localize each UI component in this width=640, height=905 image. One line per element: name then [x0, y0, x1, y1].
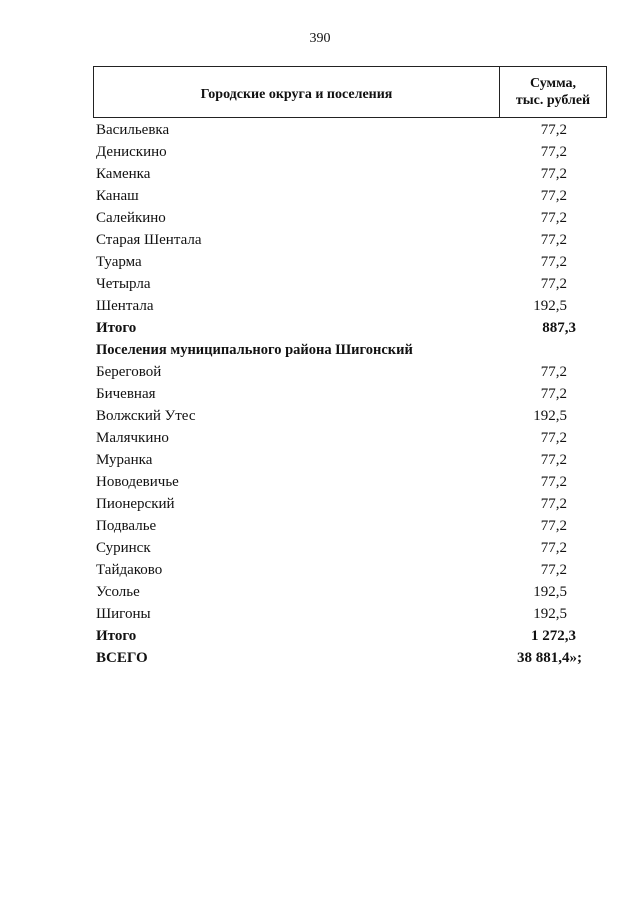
table-row	[96, 515, 616, 537]
row-value: 77,2	[540, 187, 567, 204]
row-name: Шентала	[96, 297, 154, 314]
row-value: 77,2	[540, 517, 567, 534]
row-name: Шигоны	[96, 605, 151, 622]
row-name: Усолье	[96, 583, 140, 600]
row-value: 77,2	[540, 143, 567, 160]
table-row	[96, 427, 616, 449]
row-value: 192,5	[533, 583, 567, 600]
row-name: Туарма	[96, 253, 142, 270]
row-name: Тайдаково	[96, 561, 163, 578]
column-header-name: Городские округа и поселения	[200, 87, 393, 102]
table-body	[96, 119, 616, 669]
row-value: 77,2	[540, 429, 567, 446]
table-row	[96, 119, 616, 141]
row-name: Подвалье	[96, 517, 157, 534]
table-row	[96, 405, 616, 427]
row-name: Бичевная	[96, 385, 156, 402]
subtotal-row	[96, 317, 616, 339]
table-row	[96, 471, 616, 493]
row-value: 192,5	[533, 407, 567, 424]
table-row	[96, 229, 616, 251]
table-row	[96, 361, 616, 383]
subtotal-value: 1 272,3	[531, 627, 576, 644]
row-name: Старая Шентала	[96, 231, 202, 248]
table-row	[96, 251, 616, 273]
row-name: Каменка	[96, 165, 151, 182]
row-name: Канаш	[96, 187, 139, 204]
row-name: Суринск	[96, 539, 151, 556]
subtotal-label: Итого	[96, 627, 137, 644]
page-number: 390	[309, 31, 331, 46]
row-value: 192,5	[533, 297, 567, 314]
subtotal-row	[96, 625, 616, 647]
table-row	[96, 273, 616, 295]
section-heading-row	[96, 339, 616, 361]
row-value: 77,2	[540, 363, 567, 380]
grand-total-value: 38 881,4»;	[517, 649, 582, 666]
table-row	[96, 559, 616, 581]
row-value: 77,2	[540, 121, 567, 138]
row-value: 77,2	[540, 275, 567, 292]
section-heading: Поселения муниципального района Шигонский	[96, 341, 413, 358]
row-value: 77,2	[540, 473, 567, 490]
column-header-sum	[499, 67, 606, 117]
subtotal-value: 887,3	[542, 319, 576, 336]
row-name: Муранка	[96, 451, 153, 468]
row-name: Четырла	[96, 275, 151, 292]
row-value: 77,2	[540, 385, 567, 402]
row-name: Волжский Утес	[96, 407, 196, 424]
row-value: 192,5	[533, 605, 567, 622]
grand-total-row	[96, 647, 616, 669]
row-name: Пионерский	[96, 495, 175, 512]
row-value: 77,2	[540, 165, 567, 182]
row-value: 77,2	[540, 451, 567, 468]
table-row	[96, 581, 616, 603]
column-header-sum-line2: тыс. рублей	[515, 93, 591, 108]
row-value: 77,2	[540, 253, 567, 270]
row-name: Новодевичье	[96, 473, 179, 490]
table-row	[96, 449, 616, 471]
table-row	[96, 207, 616, 229]
row-name: Денискино	[96, 143, 167, 160]
table-row	[96, 295, 616, 317]
row-name: Береговой	[96, 363, 162, 380]
table-row	[96, 493, 616, 515]
table-row	[96, 141, 616, 163]
row-name: Васильевка	[96, 121, 170, 138]
table-header	[93, 66, 607, 118]
row-name: Малячкино	[96, 429, 169, 446]
table-row	[96, 185, 616, 207]
row-value: 77,2	[540, 561, 567, 578]
table-row	[96, 163, 616, 185]
table-row	[96, 537, 616, 559]
grand-total-label: ВСЕГО	[96, 649, 148, 666]
row-name: Салейкино	[96, 209, 166, 226]
row-value: 77,2	[540, 539, 567, 556]
row-value: 77,2	[540, 495, 567, 512]
subtotal-label: Итого	[96, 319, 137, 336]
column-header-sum-line1: Сумма,	[529, 76, 577, 91]
table-row	[96, 603, 616, 625]
row-value: 77,2	[540, 209, 567, 226]
row-value: 77,2	[540, 231, 567, 248]
table-row	[96, 383, 616, 405]
